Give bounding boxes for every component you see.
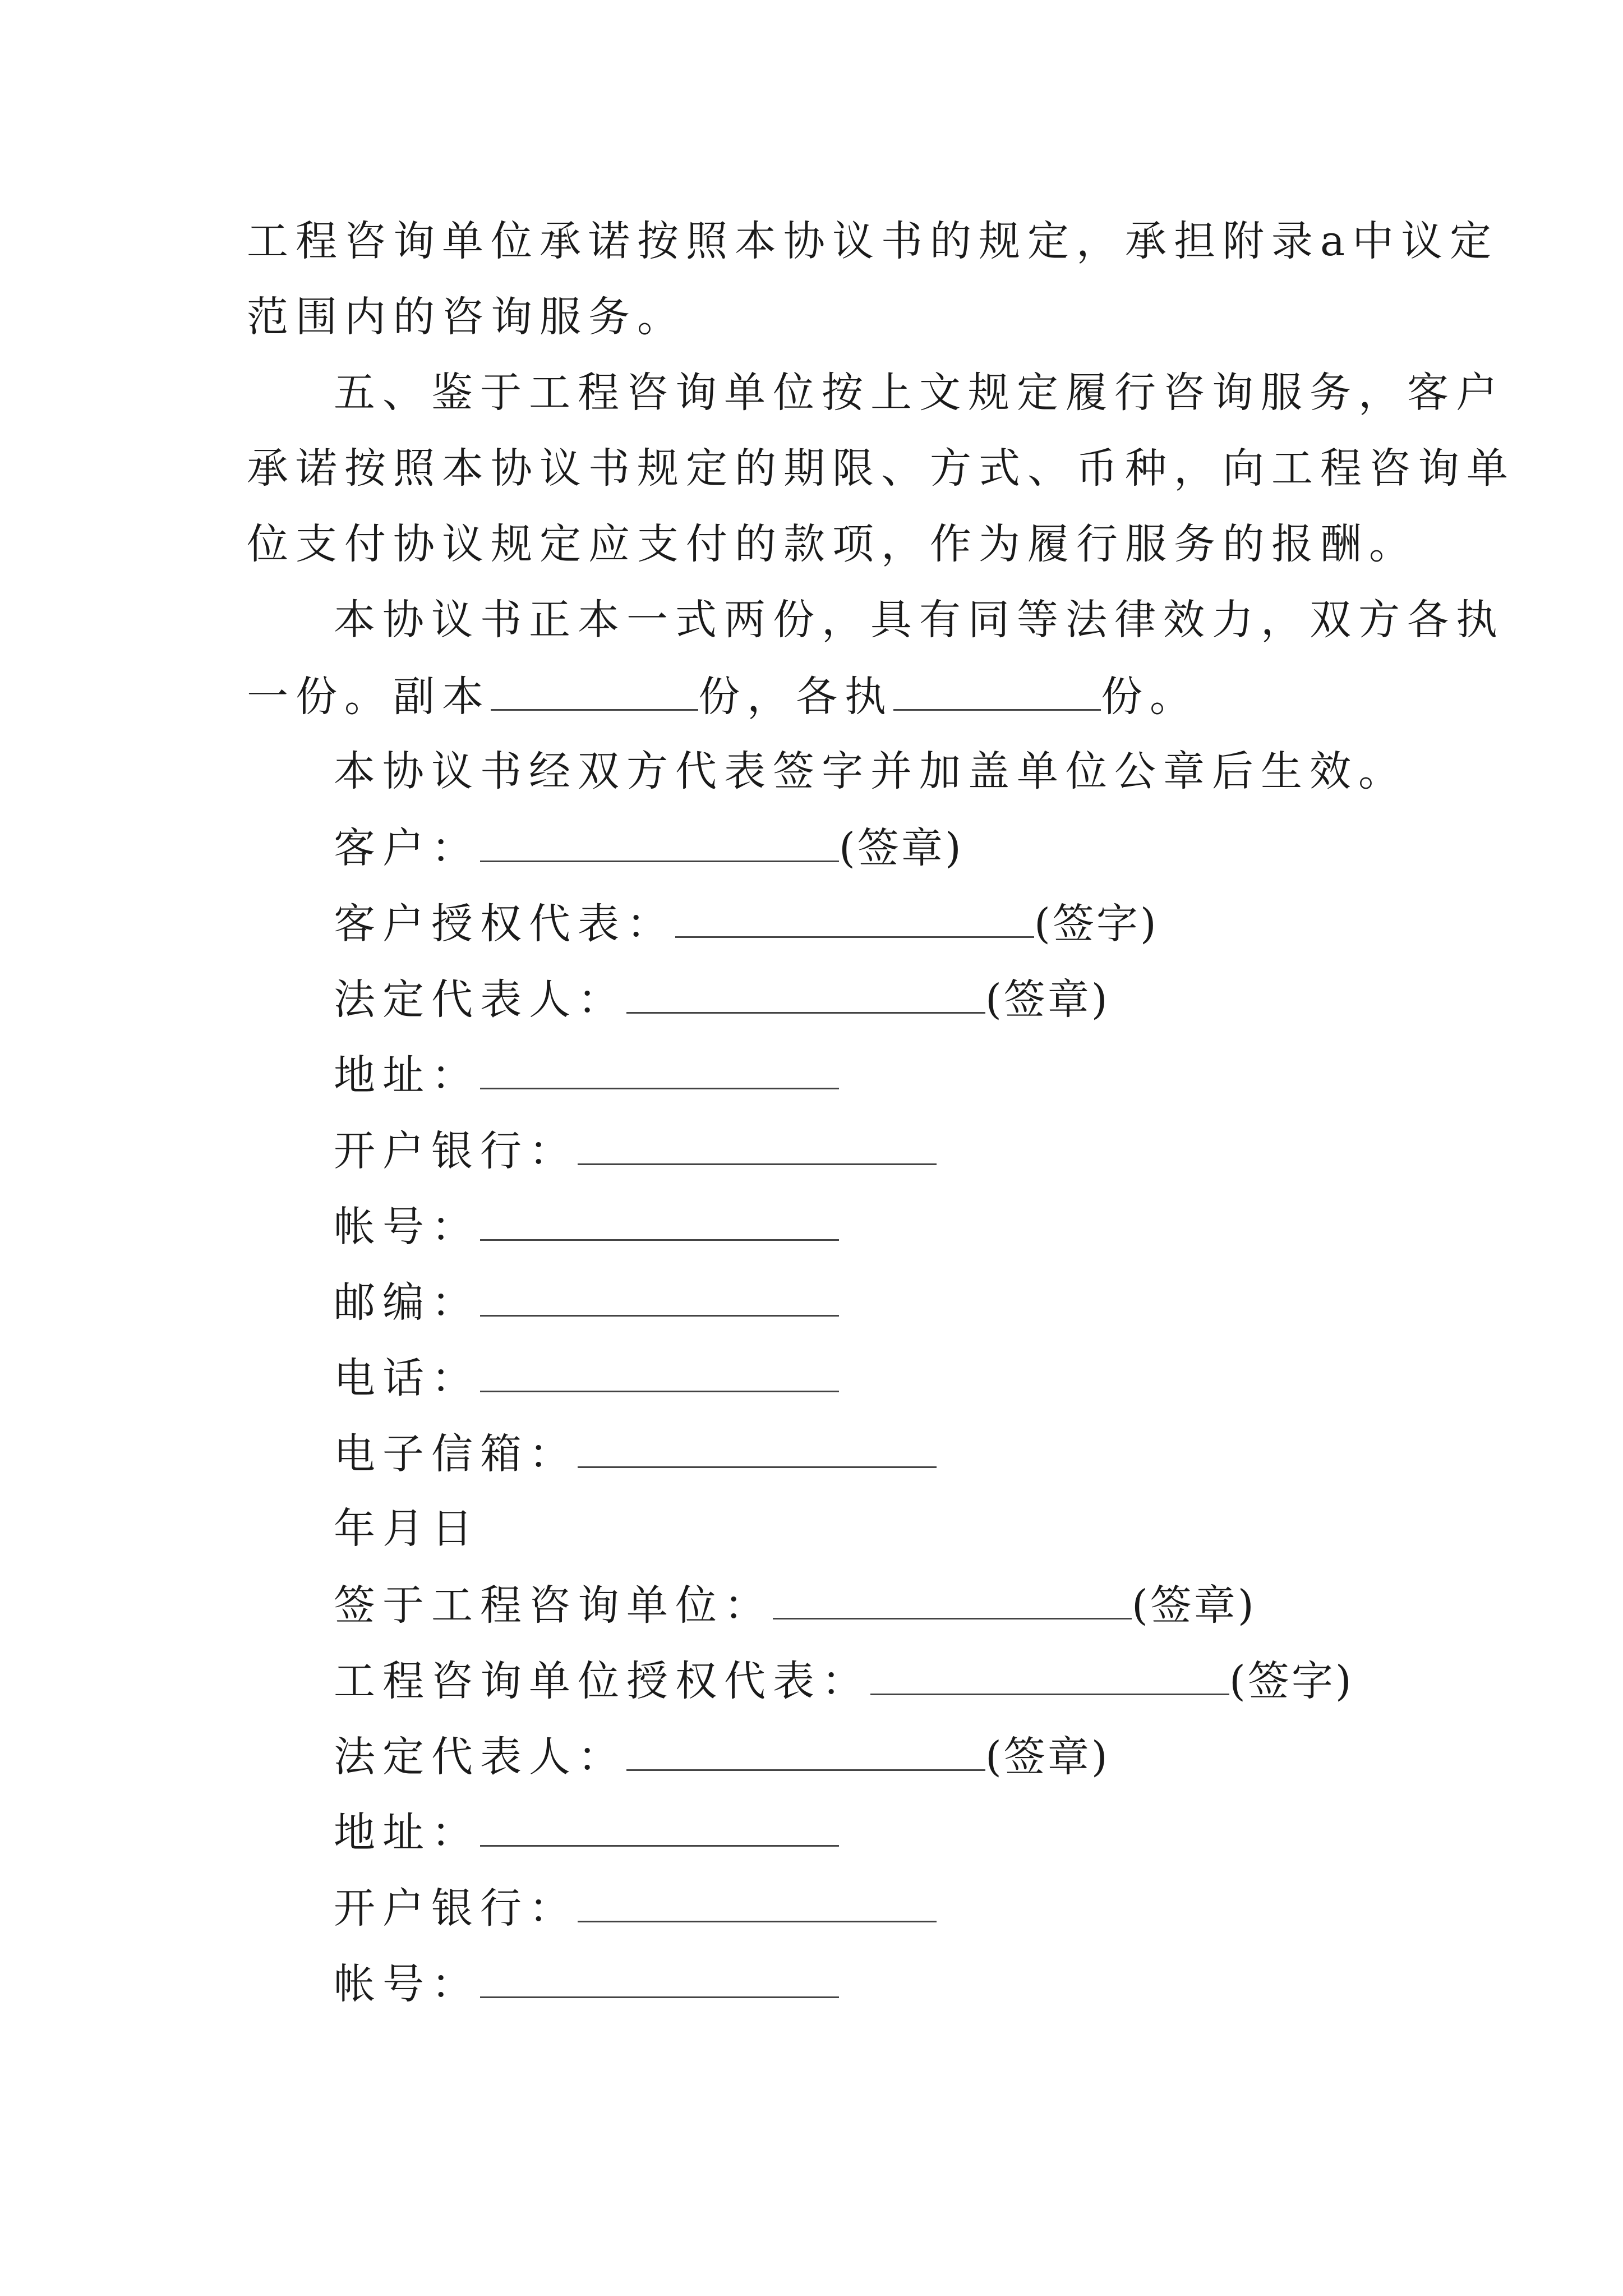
consultant-rep-row — [334, 1652, 1354, 1709]
client-date: 年月日 — [334, 1504, 480, 1553]
consultant-account-label: 帐号： — [334, 1960, 480, 2008]
copies-text-a: 一份。副本 — [247, 673, 491, 721]
copies-text-b: 份，各执 — [698, 673, 893, 721]
client-account-label: 帐号： — [334, 1203, 480, 1251]
effective-clause: 本协议书经双方代表签字并加盖单位公章后生效。 — [334, 747, 1407, 795]
consultant-bank-label: 开户银行： — [334, 1884, 578, 1932]
client-legal-rep-row — [334, 970, 1110, 1028]
consultant-unit-label: 签于工程咨询单位： — [334, 1581, 773, 1630]
client-signature-row — [334, 819, 963, 876]
client-address-row — [334, 1046, 839, 1103]
paragraph-2-line-1: 五、鉴于工程咨询单位按上文规定履行咨询服务，客户 — [334, 369, 1505, 417]
client-signature-blank[interactable] — [480, 819, 839, 862]
client-email-blank[interactable] — [578, 1425, 937, 1468]
consultant-address-row — [334, 1803, 839, 1861]
client-phone-label: 电话： — [334, 1354, 480, 1402]
consultant-rep-label: 工程咨询单位授权代表： — [334, 1657, 870, 1705]
consultant-address-label: 地址： — [334, 1809, 480, 1857]
client-rep-blank[interactable] — [675, 895, 1034, 938]
client-bank-blank[interactable] — [578, 1122, 937, 1165]
consultant-account-blank[interactable] — [480, 1955, 839, 1998]
copies-text-c: 份。 — [1101, 673, 1198, 721]
client-bank-row — [334, 1122, 937, 1179]
consultant-bank-blank[interactable] — [578, 1879, 937, 1922]
client-rep-sign-note: (签字) — [1034, 900, 1159, 948]
client-legal-rep-label: 法定代表人： — [334, 976, 626, 1024]
consultant-account-row — [334, 1955, 839, 2012]
consultant-address-blank[interactable] — [480, 1803, 839, 1847]
client-email-row — [334, 1425, 937, 1482]
client-rep-row — [334, 895, 1159, 952]
paragraph-2-line-2: 承诺按照本协议书规定的期限、方式、币种，向工程咨询单 — [247, 444, 1515, 493]
paragraph-1-line-2: 范围内的咨询服务。 — [247, 293, 686, 341]
paragraph-3-line-1: 本协议书正本一式两份，具有同等法律效力，双方各执 — [334, 596, 1505, 644]
client-legal-rep-blank[interactable] — [626, 970, 985, 1014]
client-email-label: 电子信箱： — [334, 1430, 578, 1478]
client-postcode-blank[interactable] — [480, 1273, 839, 1317]
client-postcode-row — [334, 1273, 839, 1331]
paragraph-3-line-2 — [247, 668, 1198, 725]
consultant-unit-seal-note: (签章) — [1132, 1581, 1256, 1630]
paragraph-1-line-1: 工程咨询单位承诺按照本协议书的规定，承担附录a中议定 — [247, 217, 1499, 265]
consultant-bank-row — [334, 1879, 937, 1936]
consultant-legal-rep-blank[interactable] — [626, 1728, 985, 1771]
copies-count-blank[interactable] — [491, 668, 698, 711]
client-label: 客户： — [334, 824, 480, 872]
client-account-blank[interactable] — [480, 1198, 839, 1241]
client-phone-blank[interactable] — [480, 1349, 839, 1392]
client-seal-note: (签章) — [839, 824, 963, 872]
consultant-legal-rep-seal-note: (签章) — [985, 1733, 1110, 1781]
consultant-rep-blank[interactable] — [870, 1652, 1229, 1695]
client-bank-label: 开户银行： — [334, 1127, 578, 1175]
client-account-row — [334, 1198, 839, 1255]
consultant-unit-blank[interactable] — [773, 1576, 1132, 1619]
client-postcode-label: 邮编： — [334, 1278, 480, 1327]
paragraph-2-line-3: 位支付协议规定应支付的款项，作为履行服务的报酬。 — [247, 520, 1418, 568]
consultant-legal-rep-row — [334, 1728, 1110, 1785]
consultant-unit-row — [334, 1576, 1256, 1634]
consultant-rep-sign-note: (签字) — [1229, 1657, 1354, 1705]
client-address-blank[interactable] — [480, 1046, 839, 1089]
client-phone-row — [334, 1349, 839, 1406]
copies-each-blank[interactable] — [893, 668, 1101, 711]
client-rep-label: 客户授权代表： — [334, 900, 675, 948]
client-legal-rep-seal-note: (签章) — [985, 976, 1110, 1024]
client-address-label: 地址： — [334, 1051, 480, 1099]
consultant-legal-rep-label: 法定代表人： — [334, 1733, 626, 1781]
